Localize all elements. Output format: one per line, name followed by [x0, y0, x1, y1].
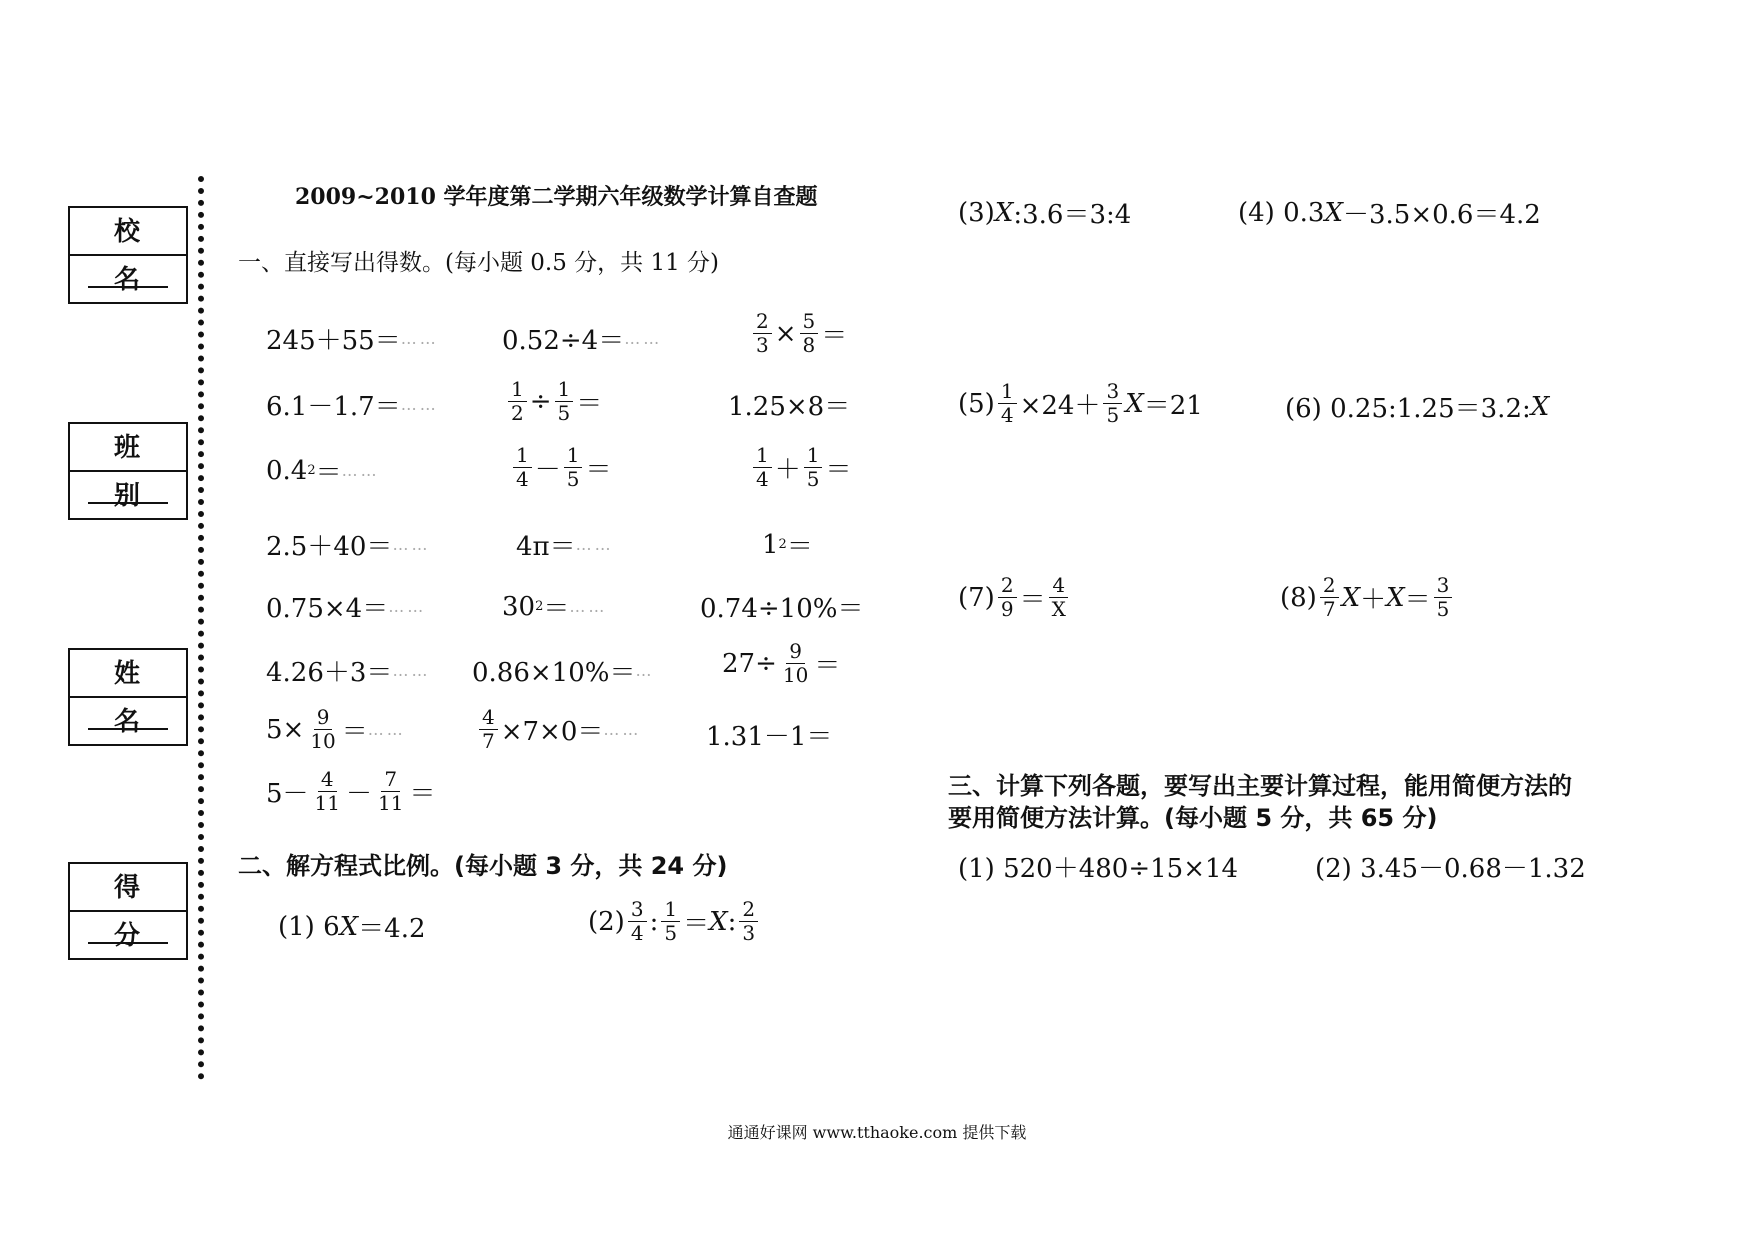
s2-p2: (2) $\frac{3}{4}$ : $\frac{1}{5}$ ＝ X : $\frac{2}{3}$	[588, 898, 761, 945]
section2-heading: 二、解方程式比例。(每小题 3 分，共 24 分)	[238, 852, 728, 880]
score-blank[interactable]	[88, 942, 168, 944]
s1-r7-c1: 5× $\frac{9}{10}$ ＝ ……	[266, 705, 406, 753]
school-name-blank[interactable]	[88, 286, 168, 288]
school-name-box[interactable]	[68, 206, 188, 304]
s2-p8: (8) $\frac{2}{7}$ X ＋ X ＝ $\frac{3}{5}$	[1280, 574, 1455, 621]
s1-r3-c3: $\frac{1}{4}$ ＋ $\frac{1}{5}$ ＝	[750, 444, 852, 491]
s1-r8-c1: 5－ $\frac{4}{11}$ － $\frac{7}{11}$ ＝	[266, 767, 436, 815]
class-blank[interactable]	[88, 502, 168, 504]
s1-r6-c3: 27÷ $\frac{9}{10}$ ＝	[722, 639, 841, 687]
name-blank[interactable]	[88, 728, 168, 730]
score-label: 得 分	[70, 864, 186, 912]
s1-r2-c3: 1.25×8＝	[728, 392, 851, 422]
s1-r7-c2: $\frac{4}{7}$ ×7×0＝ ……	[476, 706, 641, 753]
s1-r6-c2: 0.86×10%＝ …	[472, 658, 655, 688]
s3-p1: (1) 520＋480÷15×14	[958, 854, 1239, 884]
s1-r5-c3: 0.74÷10%＝	[700, 594, 864, 624]
s1-r4-c3: 1 2 ＝	[762, 529, 813, 562]
s1-r7-c3: 1.31－1＝	[706, 722, 833, 752]
s2-p5: (5) $\frac{1}{4}$ ×24＋ $\frac{3}{5}$ X ＝21	[958, 379, 1203, 427]
page-title: 2009~2010 学年度第二学期六年级数学计算自查题	[295, 184, 818, 210]
s3-p2: (2) 3.45－0.68－1.32	[1315, 854, 1586, 884]
s1-r1-c2: 0.52÷4＝ ……	[502, 326, 663, 356]
s1-r2-c2: $\frac{1}{2}$ ÷ $\frac{1}{5}$ ＝	[505, 378, 602, 425]
footer-credit: 通通好课网 www.tthaoke.com 提供下载	[727, 1123, 1027, 1142]
s1-r2-c1: 6.1－1.7＝ ……	[266, 392, 439, 422]
name-label: 姓 名	[70, 650, 186, 698]
score-box[interactable]	[68, 862, 188, 960]
s2-p4: (4) 0.3 X －3.5×0.6＝4.2	[1238, 197, 1541, 230]
s1-r1-c1: 245＋55＝ ……	[266, 326, 439, 356]
s2-p3: (3) X :3.6＝3:4	[958, 197, 1132, 230]
s1-r5-c1: 0.75×4＝ ……	[266, 594, 427, 624]
s2-p7: (7) $\frac{2}{9}$ ＝ $\frac{4}{X}$	[958, 574, 1072, 621]
section1-heading: 一、直接写出得数。(每小题 0.5 分，共 11 分)	[238, 250, 720, 276]
class-label: 班 别	[70, 424, 186, 472]
s1-r4-c1: 2.5＋40＝ ……	[266, 532, 431, 562]
s1-r5-c2: 30 2 ＝ ……	[502, 591, 608, 624]
s1-r4-c2: 4π＝ ……	[516, 532, 614, 562]
section3-heading-line1: 三、计算下列各题，要写出主要计算过程，能用简便方法的	[948, 772, 1572, 800]
s2-p6: (6) 0.25:1.25＝3.2: X	[1285, 391, 1550, 424]
s1-r1-c3: $\frac{2}{3}$ × $\frac{5}{8}$ ＝	[750, 310, 847, 357]
s1-r3-c1: 0.4 2 ＝ ……	[266, 455, 380, 488]
s1-r6-c1: 4.26＋3＝ ……	[266, 658, 431, 688]
school-name-label: 校 名	[70, 208, 186, 256]
s2-p1: (1) 6 X ＝4.2	[278, 911, 426, 944]
name-box[interactable]	[68, 648, 188, 746]
s1-r3-c2: $\frac{1}{4}$ － $\frac{1}{5}$ ＝	[510, 444, 612, 491]
section3-heading-line2: 要用简便方法计算。(每小题 5 分，共 65 分)	[948, 804, 1438, 832]
binding-dotted-line	[198, 176, 204, 1080]
class-box[interactable]	[68, 422, 188, 520]
